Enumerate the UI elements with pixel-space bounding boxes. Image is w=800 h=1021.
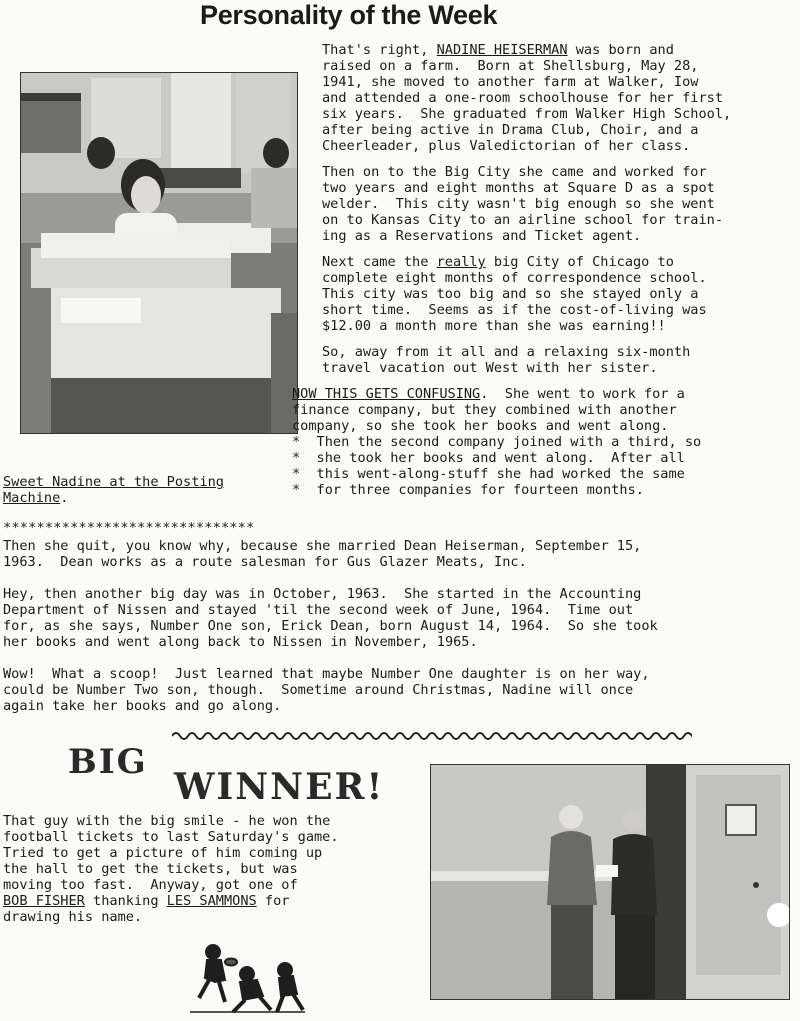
text-line xyxy=(322,270,731,286)
text-line xyxy=(3,634,658,650)
text-line xyxy=(3,698,658,714)
caption-line xyxy=(3,490,224,506)
text-run: raised on a farm. Born at Shellsburg, May 28, xyxy=(322,58,699,74)
underlined-text: Sweet Nadine at the Posting xyxy=(3,474,224,490)
office-photo xyxy=(20,72,298,434)
text-line xyxy=(292,418,731,434)
text-run: * Then the second company joined with a third, so xyxy=(292,434,702,450)
article-right-column xyxy=(292,42,732,498)
text-line xyxy=(322,344,731,360)
text-line xyxy=(322,138,731,154)
article-full-width xyxy=(3,538,658,714)
text-run: company, so she took her books and went along. xyxy=(292,418,669,434)
text-line xyxy=(3,586,658,602)
text-run: on to Kansas City to an airline school for train- xyxy=(322,212,724,228)
text-run: travel vacation out West with her sister. xyxy=(322,360,658,376)
text-run: the hall to get the tickets, but was xyxy=(3,861,298,877)
text-run: Wow! What a scoop! Just learned that maybe Number One daughter is on her way, xyxy=(3,666,650,682)
text-run: * she took her books and went along. After all xyxy=(292,450,685,466)
text-run: $12.00 a month more than she was earning!! xyxy=(322,318,666,334)
text-run: * for three companies for fourteen months. xyxy=(292,482,644,498)
underlined-text: NADINE HEISERMAN xyxy=(436,42,568,58)
big-headline: BIG xyxy=(68,742,148,782)
text-line xyxy=(322,360,731,376)
text-line xyxy=(292,434,731,450)
underlined-text: really xyxy=(436,254,486,270)
text-run: welder. This city wasn't big enough so she went xyxy=(322,196,715,212)
text-line xyxy=(322,106,731,122)
text-run: again take her books and go along. xyxy=(3,698,282,714)
text-run: . xyxy=(60,490,69,506)
text-line xyxy=(322,228,731,244)
text-line xyxy=(292,386,731,402)
text-line xyxy=(322,164,731,180)
text-line xyxy=(322,302,731,318)
text-line xyxy=(322,74,731,90)
text-run: Tried to get a picture of him coming up xyxy=(3,845,323,861)
text-run: * this went-along-stuff she had worked the same xyxy=(292,466,685,482)
text-run: and attended a one-room schoolhouse for her first xyxy=(322,90,724,106)
text-line xyxy=(322,212,731,228)
text-line xyxy=(292,402,731,418)
text-line xyxy=(322,286,731,302)
text-run: drawing his name. xyxy=(3,909,143,925)
text-run: 1941, she moved to another farm at Walker, Iow xyxy=(322,74,699,90)
text-line xyxy=(3,682,658,698)
text-line xyxy=(3,538,658,554)
text-run: short time. Seems as if the cost-of-living was xyxy=(322,302,707,318)
text-run: thanking xyxy=(84,893,167,909)
text-line xyxy=(292,466,731,482)
text-run: 1963. Dean works as a route salesman for Gus Glazer Meats, Inc. xyxy=(3,554,527,570)
text-run: for, as she says, Number One son, Erick Dean, born August 14, 1964. So she took xyxy=(3,618,658,634)
winner-headline: WINNER! xyxy=(174,766,385,808)
text-line xyxy=(322,90,731,106)
paragraph-confusing xyxy=(292,386,731,498)
underlined-text: Machine xyxy=(3,490,61,506)
text-run: So, away from it all and a relaxing six-month xyxy=(322,344,691,360)
text-run: Department of Nissen and stayed 'til the second week of June, 1964. Time out xyxy=(3,602,634,618)
paragraph-married xyxy=(3,538,658,570)
text-run: That guy with the big smile - he won the xyxy=(3,813,331,829)
text-run: Then she quit, you know why, because she married Dean Heiserman, September 15, xyxy=(3,538,642,554)
text-run: ing as a Reservations and Ticket agent. xyxy=(322,228,642,244)
text-line xyxy=(292,450,731,466)
text-line xyxy=(322,58,731,74)
text-run: Next came the xyxy=(322,254,437,270)
paragraph-vacation xyxy=(322,344,731,376)
stars-divider: ****************************** xyxy=(3,520,255,536)
winner-photo xyxy=(430,764,790,1000)
underlined-text: LES SAMMONS xyxy=(166,893,257,909)
underlined-text: BOB FISHER xyxy=(3,893,85,909)
text-line xyxy=(322,122,731,138)
text-line xyxy=(3,813,339,829)
text-run: for xyxy=(256,893,290,909)
text-line xyxy=(322,196,731,212)
text-line xyxy=(3,666,658,682)
text-line xyxy=(292,482,731,498)
page-title: Personality of the Week xyxy=(200,0,498,30)
paragraph-nissen xyxy=(3,586,658,650)
text-run: two years and eight months at Square D as a spot xyxy=(322,180,715,196)
text-run: That's right, xyxy=(322,42,437,58)
text-run: moving too fast. Anyway, got one of xyxy=(3,877,298,893)
caption-line xyxy=(3,474,224,490)
paragraph-chicago xyxy=(322,254,731,334)
text-line xyxy=(3,602,658,618)
text-line xyxy=(3,554,658,570)
text-run: Cheerleader, plus Valedictorian of her class. xyxy=(322,138,691,154)
text-run: . She went to work for a xyxy=(480,386,685,402)
text-line xyxy=(3,909,339,925)
text-run: football tickets to last Saturday's game. xyxy=(3,829,339,845)
text-run: could be Number Two son, though. Sometime around Christmas, Nadine will once xyxy=(3,682,634,698)
text-run: six years. She graduated from Walker High School, xyxy=(322,106,732,122)
text-line xyxy=(3,893,339,909)
text-run: was born and xyxy=(567,42,674,58)
text-line xyxy=(3,845,339,861)
wavy-divider xyxy=(172,730,692,742)
office-photo-image xyxy=(21,73,297,433)
text-line xyxy=(3,877,339,893)
paragraph-intro xyxy=(322,42,731,154)
text-line xyxy=(322,318,731,334)
paragraph-scoop xyxy=(3,666,658,714)
text-line xyxy=(322,254,731,270)
text-run: her books and went along back to Nissen in November, 1965. xyxy=(3,634,478,650)
text-line xyxy=(322,42,731,58)
winner-text xyxy=(3,813,339,925)
text-run: after being active in Drama Club, Choir, and a xyxy=(322,122,699,138)
text-line xyxy=(3,829,339,845)
text-run: complete eight months of correspondence school. xyxy=(322,270,707,286)
photo-caption xyxy=(3,474,224,506)
text-run: This city was too big and so she stayed only a xyxy=(322,286,699,302)
paragraph-big-city xyxy=(322,164,731,244)
text-line xyxy=(322,180,731,196)
football-players-illustration xyxy=(185,940,310,1016)
text-run: big City of Chicago to xyxy=(485,254,674,270)
winner-photo-image xyxy=(431,765,789,999)
text-line xyxy=(3,618,658,634)
underlined-text: NOW THIS GETS CONFUSING xyxy=(292,386,481,402)
text-line xyxy=(3,861,339,877)
text-run: finance company, but they combined with another xyxy=(292,402,677,418)
text-run: Hey, then another big day was in October, 1963. She started in the Accounting xyxy=(3,586,642,602)
text-run: Then on to the Big City she came and worked for xyxy=(322,164,707,180)
